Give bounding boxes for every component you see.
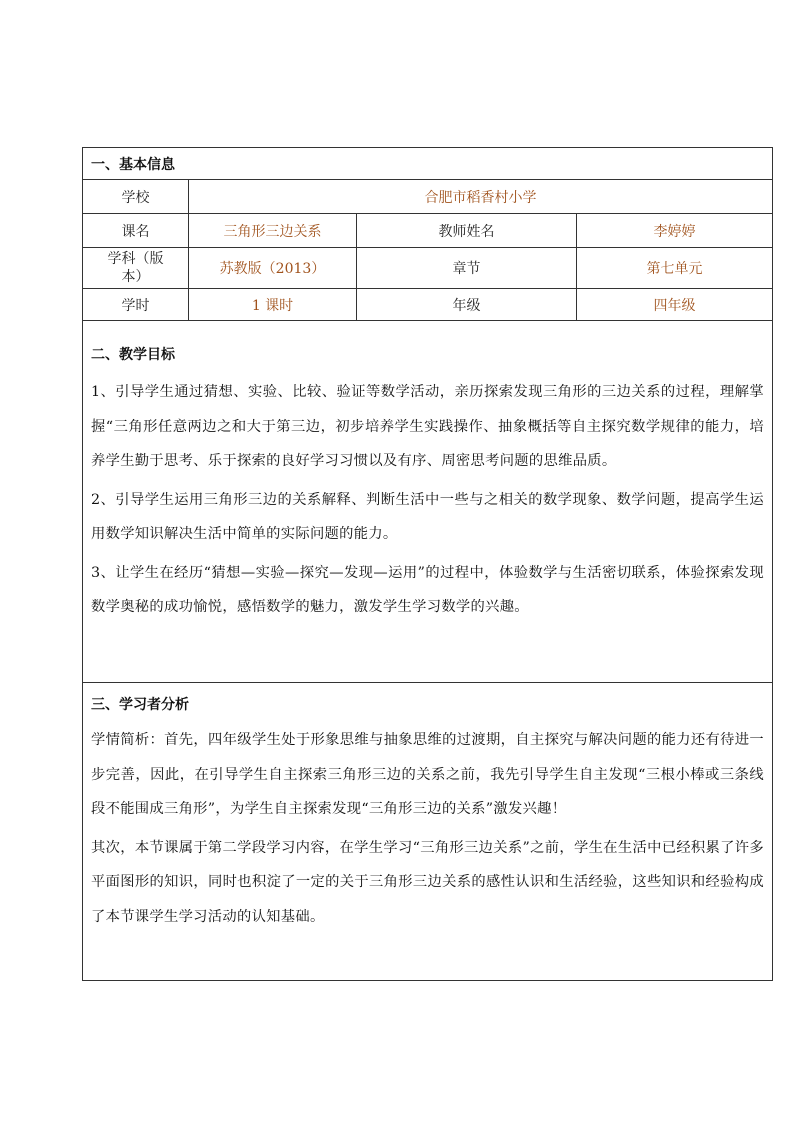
subject-row xyxy=(83,248,773,289)
school-label: 学校 xyxy=(83,180,189,214)
hours-row xyxy=(83,289,773,321)
subject-label-cell xyxy=(83,248,189,289)
hours-value: 1 课时 xyxy=(189,289,357,321)
lesson-plan-table xyxy=(82,147,773,981)
learner-analysis-row xyxy=(83,683,773,981)
section-basic-info-title: 一、基本信息 xyxy=(83,148,773,180)
course-label: 课名 xyxy=(83,214,189,248)
school-row xyxy=(83,180,773,214)
hours-label: 学时 xyxy=(83,289,189,321)
chapter-value: 第七单元 xyxy=(577,248,773,289)
teacher-value: 李婷婷 xyxy=(577,214,773,248)
teaching-goals-title: 二、教学目标 xyxy=(91,347,175,363)
teaching-goal-paragraph: 2、引导学生运用三角形三边的关系解释、判断生活中一些与之相关的数学现象、数学问题，提高学生运用数学知识解决生活中简单的实际问题的能力。 xyxy=(91,491,764,542)
grade-value: 四年级 xyxy=(577,289,773,321)
learner-analysis-title: 三、学习者分析 xyxy=(91,697,189,713)
course-row xyxy=(83,214,773,248)
subject-value: 苏教版（2013） xyxy=(189,248,357,289)
learner-analysis-paragraph: 学情简析：首先，四年级学生处于形象思维与抽象思维的过渡期，自主探究与解决问题的能力还有待进一步完善，因此，在引导学生自主探索三角形三边的关系之前，我先引导学生自主发现“三根小棒或三条线段不能围成三角形”，为学生自主探索发现“三角形三边的关系”激发兴趣！ xyxy=(91,732,764,817)
learner-analysis-cell xyxy=(83,683,773,981)
section-basic-info-header-row xyxy=(83,148,773,180)
grade-label: 年级 xyxy=(357,289,577,321)
teacher-label: 教师姓名 xyxy=(357,214,577,248)
teaching-goal-paragraph: 1、引导学生通过猜想、实验、比较、验证等数学活动，亲历探索发现三角形的三边关系的过程，理解掌握“三角形任意两边之和大于第三边，初步培养学生实践操作、抽象概括等自主探究数学规律的能力，培养学生勤于思考、乐于探索的良好学习习惯以及有序、周密思考问题的思维品质。 xyxy=(91,384,764,469)
school-value: 合肥市稻香村小学 xyxy=(189,180,773,214)
subject-label: 学科（版本） xyxy=(107,251,164,285)
teaching-goal-paragraph: 3、让学生在经历“猜想—实验—探究—发现—运用”的过程中，体验数学与生活密切联系，体验探索发现数学奥秘的成功愉悦，感悟数学的魅力，激发学生学习数学的兴趣。 xyxy=(91,564,764,615)
teaching-goals-cell xyxy=(83,321,773,683)
learner-analysis-paragraph: 其次，本节课属于第二学段学习内容，在学生学习“三角形三边关系”之前，学生在生活中已经积累了许多平面图形的知识，同时也积淀了一定的关于三角形三边关系的感性认识和生活经验，这些知识和经验构成了本节课学生学习活动的认知基础。 xyxy=(91,839,764,925)
teaching-goals-row xyxy=(83,321,773,683)
course-value: 三角形三边关系 xyxy=(189,214,357,248)
chapter-label: 章节 xyxy=(357,248,577,289)
